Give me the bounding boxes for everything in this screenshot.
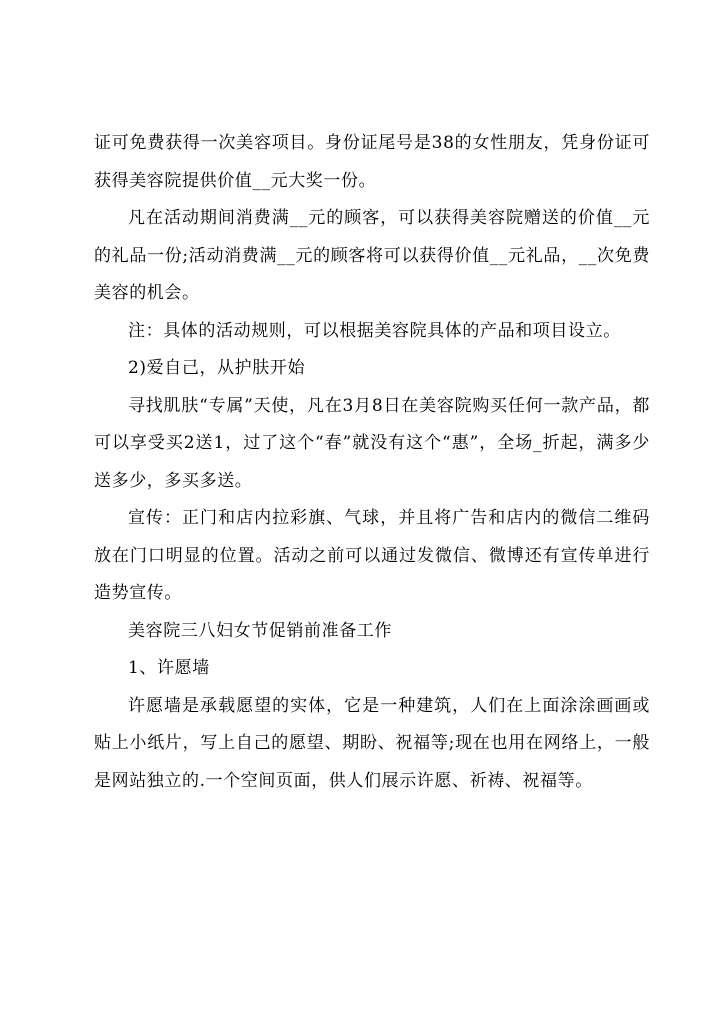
section-heading-wishing-wall: 1、许愿墙 xyxy=(128,658,210,678)
document-body xyxy=(94,125,650,800)
section-heading-love-yourself: 2)爱自己，从护肤开始 xyxy=(128,358,306,378)
paragraph-spending-rewards: 凡在活动期间消费满__元的顾客，可以获得美容院赠送的价值__元的礼品一份;活动消费满__元的顾客将可以获得价值__元礼品，__次免费美容的机会。 xyxy=(94,208,650,303)
paragraph-rules-note: 注：具体的活动规则，可以根据美容院具体的产品和项目设立。 xyxy=(128,320,621,341)
paragraph-skin-angel-promo: 寻找肌肤“专属”天使，凡在3月8日在美容院购买任何一款产品，都可以享受买2送1，过了这个“春”就没有这个“惠”，全场_折起，满多少送多少，多买多送。 xyxy=(94,395,650,491)
paragraph-publicity: 宣传：正门和店内拉彩旗、气球，并且将广告和店内的微信二维码放在门口明显的位置。活动之前可以通过发微信、微博还有宣传单进行造势宣传。 xyxy=(94,508,650,603)
paragraph-wishing-wall-description: 许愿墙是承载愿望的实体，它是一种建筑，人们在上面涂涂画画或贴上小纸片，写上自己的愿望、期盼、祝福等;现在也用在网络上，一般是网站独立的.一个空间页面，供人们展示许愿、祈祷、祝福等。 xyxy=(94,695,650,791)
paragraph-id-card-prize: 证可免费获得一次美容项目。身份证尾号是38的女性朋友，凭身份证可获得美容院提供价值__元大奖一份。 xyxy=(94,133,650,191)
section-heading-preparation: 美容院三八妇女节促销前准备工作 xyxy=(128,620,392,641)
